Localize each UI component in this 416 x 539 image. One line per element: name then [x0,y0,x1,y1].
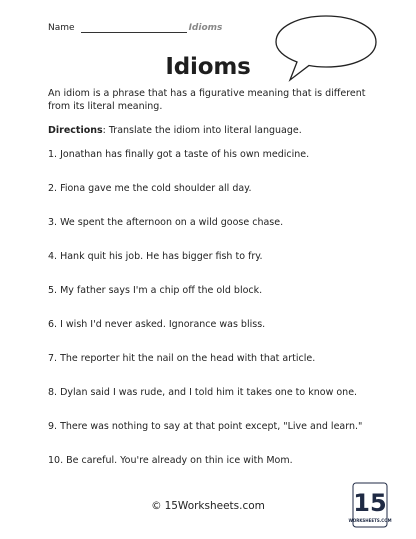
logo-text: WORKSHEETS.COM [348,518,392,523]
15worksheets-logo [348,482,392,528]
question-10: 10. Be careful. You're already on thin ice with Mom. [48,455,293,466]
header-line [48,23,222,33]
question-9: 9. There was nothing to say at that point except, "Live and learn." [48,421,363,432]
question-6: 6. I wish I'd never asked. Ignorance was bliss. [48,319,266,330]
footer-site: 15Worksheets.com [164,500,265,512]
directions [48,124,388,137]
question-2: 2. Fiona gave me the cold shoulder all day. [48,183,252,194]
name-field[interactable] [81,23,187,33]
directions-label: Directions [48,125,103,136]
question-8: 8. Dylan said I was rude, and I told him it takes one to know one. [48,387,358,398]
question-4: 4. Hank quit his job. He has bigger fish to fry. [48,251,263,262]
topic-label: Idioms [188,23,223,33]
question-1: 1. Jonathan has finally got a taste of his own medicine. [48,149,310,160]
logo-number: 15 [353,489,387,517]
question-5: 5. My father says I'm a chip off the old block. [48,285,263,296]
intro-text: An idiom is a phrase that has a figurative meaning that is different from its literal meaning. [48,88,366,112]
question-list [48,148,398,488]
copyright-icon: © [151,500,162,512]
question-7: 7. The reporter hit the nail on the head with that article. [48,353,316,364]
question-3: 3. We spent the afternoon on a wild goose chase. [48,217,284,228]
page-title: Idioms [165,54,251,80]
name-label: Name [48,23,75,33]
directions-text: : Translate the idiom into literal language. [102,125,302,136]
